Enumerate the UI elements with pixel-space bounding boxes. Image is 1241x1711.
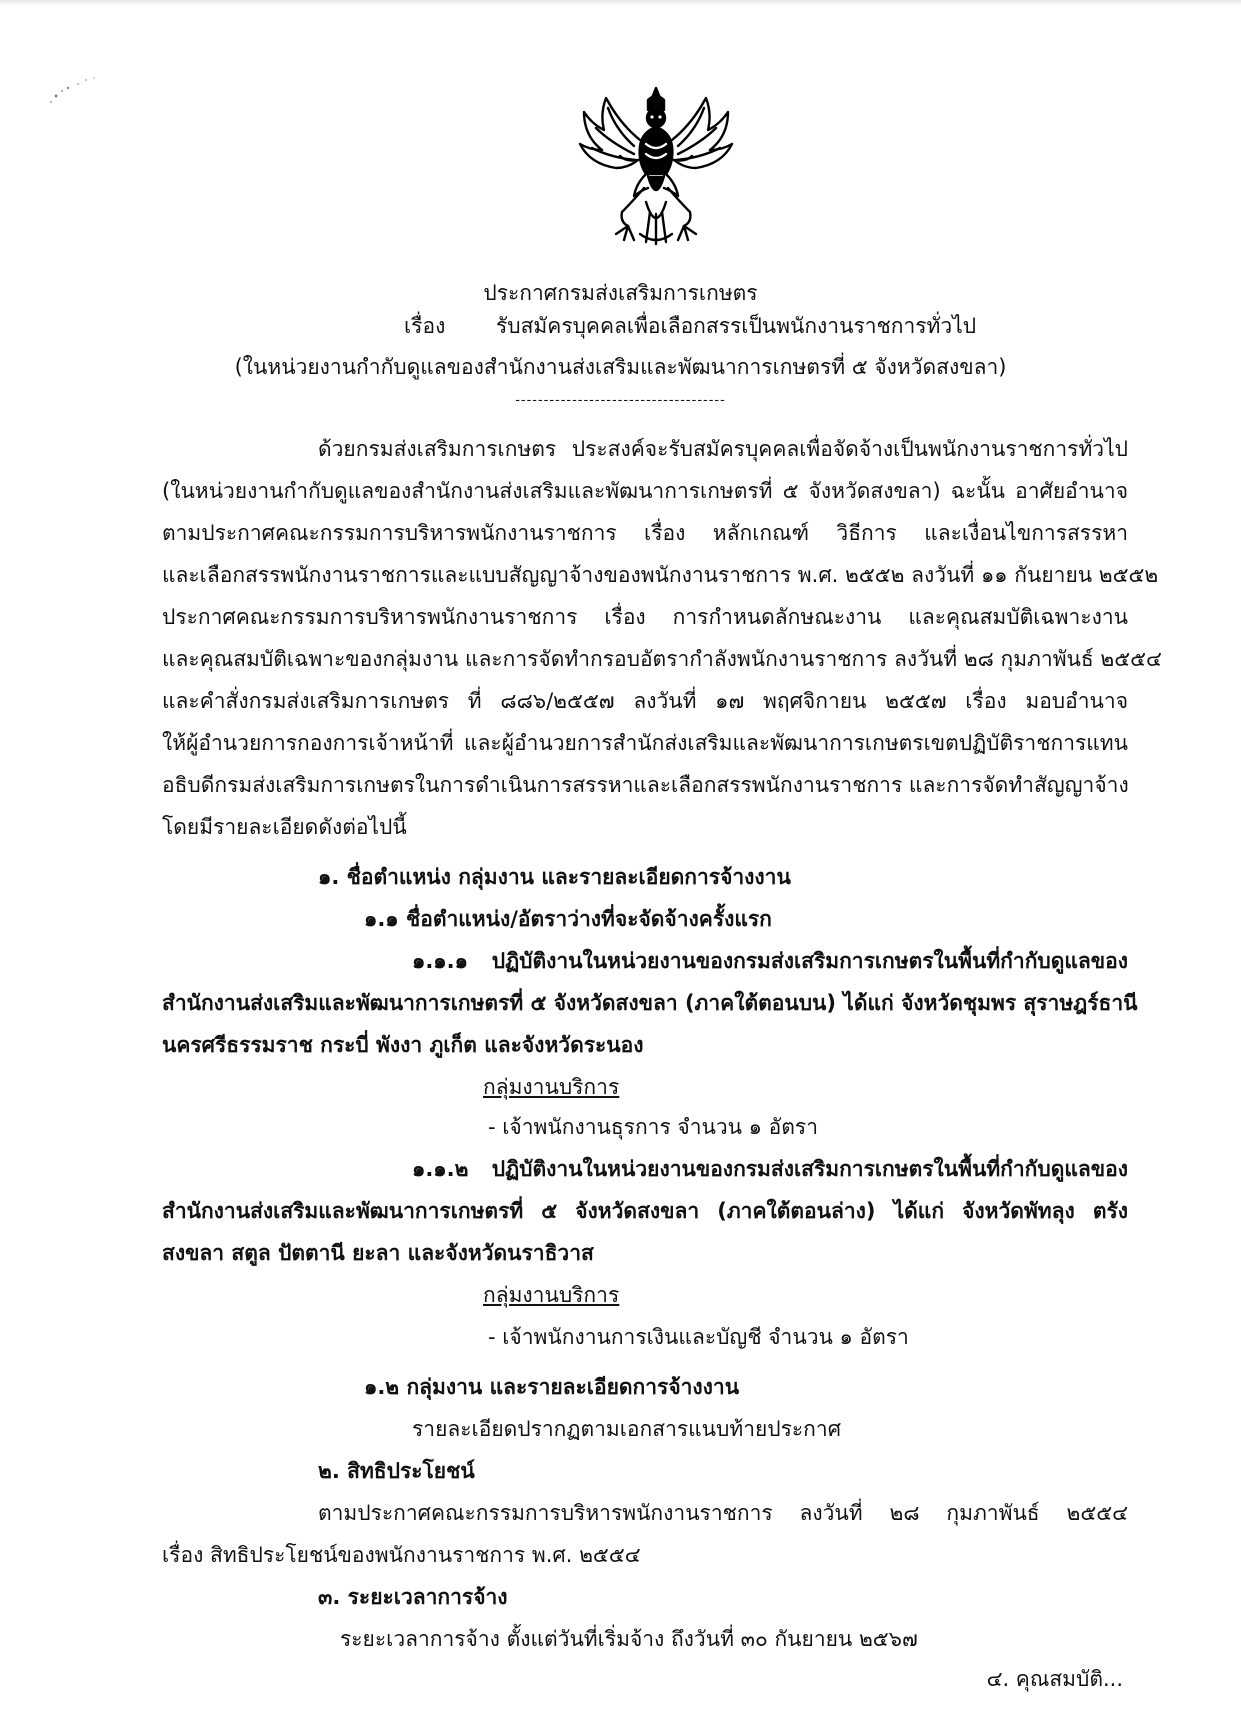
item-1-1-2-line-3: สงขลา สตูล ปัตตานี ยะลา และจังหวัดนราธิวาส (162, 1241, 594, 1265)
subject-label: เรื่อง (404, 314, 446, 338)
section-1-2-text: รายละเอียดปรากฏตามเอกสารแนบท้ายประกาศ (412, 1417, 842, 1441)
scan-edge (0, 0, 1241, 6)
item-1-1-1-position: - เจ้าพนักงานธุรการ จำนวน ๑ อัตรา (488, 1115, 819, 1139)
item-1-1-2-group: กลุ่มงานบริการ (483, 1283, 620, 1307)
section-3-heading: ๓. ระยะเวลาการจ้าง (318, 1585, 508, 1609)
intro-line-2: (ในหน่วยงานกำกับดูแลของสำนักงานส่งเสริมและพัฒนาการเกษตรที่ ๕ จังหวัดสงขลา) ฉะนั้น อาศัยอำนาจ (162, 479, 1128, 503)
subject-text: รับสมัครบุคคลเพื่อเลือกสรรเป็นพนักงานราชการทั่วไป (496, 314, 977, 338)
section-3-text: ระยะเวลาการจ้าง ตั้งแต่วันที่เริ่มจ้าง ถึงวันที่ ๓๐ กันยายน ๒๕๖๗ (340, 1627, 918, 1651)
section-1-1-heading: ๑.๑ ชื่อตำแหน่ง/อัตราว่างที่จะจัดจ้างครั้งแรก (364, 907, 772, 931)
section-2-heading: ๒. สิทธิประโยชน์ (318, 1459, 475, 1483)
header-divider: ------------------------------------- (515, 393, 726, 408)
garuda-emblem-icon (576, 84, 736, 249)
item-1-1-1-line-2: สำนักงานส่งเสริมและพัฒนาการเกษตรที่ ๕ จังหวัดสงขลา (ภาคใต้ตอนบน) ได้แก่ จังหวัดชุมพร สุราษฎร์ธานี (162, 991, 1138, 1015)
intro-line-6: และคุณสมบัติเฉพาะของกลุ่มงาน และการจัดทำกรอบอัตรากำลังพนักงานราชการ ลงวันที่ ๒๘ กุมภาพันธ์ ๒๕๕๔ (162, 647, 1162, 671)
intro-line-8: ให้ผู้อำนวยการกองการเจ้าหน้าที่ และผู้อำนวยการสำนักส่งเสริมและพัฒนาการเกษตรเขตปฏิบัติราชการแทน (162, 731, 1128, 755)
intro-line-7: และคำสั่งกรมส่งเสริมการเกษตร ที่ ๘๘๖/๒๕๕๗ ลงวันที่ ๑๗ พฤศจิกายน ๒๕๕๗ เรื่อง มอบอำนาจ (162, 689, 1128, 713)
intro-line-9: อธิบดีกรมส่งเสริมการเกษตรในการดำเนินการสรรหาและเลือกสรรพนักงานราชการ และการจัดทำสัญญาจ้าง (162, 773, 1129, 797)
item-1-1-2-line-1: ๑.๑.๒ ปฏิบัติงานในหน่วยงานของกรมส่งเสริมการเกษตรในพื้นที่กำกับดูแลของ (412, 1157, 1128, 1181)
item-1-1-1-line-1: ๑.๑.๑ ปฏิบัติงานในหน่วยงานของกรมส่งเสริมการเกษตรในพื้นที่กำกับดูแลของ (412, 949, 1128, 973)
continuation-note: ๔. คุณสมบัติ... (986, 1667, 1123, 1691)
item-1-1-1-line-3: นครศรีธรรมราช กระบี่ พังงา ภูเก็ต และจังหวัดระนอง (162, 1033, 644, 1057)
section-2-line-2: เรื่อง สิทธิประโยชน์ของพนักงานราชการ พ.ศ. ๒๕๕๔ (162, 1543, 641, 1567)
item-1-1-2-position: - เจ้าพนักงานการเงินและบัญชี จำนวน ๑ อัตรา (488, 1325, 909, 1349)
announcement-subtitle: (ในหน่วยงานกำกับดูแลของสำนักงานส่งเสริมและพัฒนาการเกษตรที่ ๕ จังหวัดสงขลา) (234, 355, 1007, 379)
intro-line-3: ตามประกาศคณะกรรมการบริหารพนักงานราชการ เรื่อง หลักเกณฑ์ วิธีการ และเงื่อนไขการสรรหา (162, 521, 1128, 545)
intro-line-10: โดยมีรายละเอียดดังต่อไปนี้ (162, 815, 407, 839)
section-2-line-1: ตามประกาศคณะกรรมการบริหารพนักงานราชการ ลงวันที่ ๒๘ กุมภาพันธ์ ๒๕๕๔ (318, 1501, 1128, 1525)
scan-speck-mark (48, 74, 108, 104)
item-1-1-2-line-2: สำนักงานส่งเสริมและพัฒนาการเกษตรที่ ๕ จังหวัดสงขลา (ภาคใต้ตอนล่าง) ได้แก่ จังหวัดพัทลุง ตรัง (162, 1199, 1128, 1223)
announcement-title: ประกาศกรมส่งเสริมการเกษตร (483, 281, 758, 305)
intro-line-4: และเลือกสรรพนักงานราชการและแบบสัญญาจ้างของพนักงานราชการ พ.ศ. ๒๕๕๒ ลงวันที่ ๑๑ กันยายน ๒๕๕๒ (162, 563, 1159, 587)
section-1-2-heading: ๑.๒ กลุ่มงาน และรายละเอียดการจ้างงาน (364, 1375, 740, 1399)
intro-line-5: ประกาศคณะกรรมการบริหารพนักงานราชการ เรื่อง การกำหนดลักษณะงาน และคุณสมบัติเฉพาะงาน (162, 605, 1128, 629)
item-1-1-1-group: กลุ่มงานบริการ (483, 1075, 620, 1099)
intro-line-1: ด้วยกรมส่งเสริมการเกษตร ประสงค์จะรับสมัครบุคคลเพื่อจัดจ้างเป็นพนักงานราชการทั่วไป (318, 437, 1128, 461)
section-1-heading: ๑. ชื่อตำแหน่ง กลุ่มงาน และรายละเอียดการจ้างงาน (318, 865, 791, 889)
